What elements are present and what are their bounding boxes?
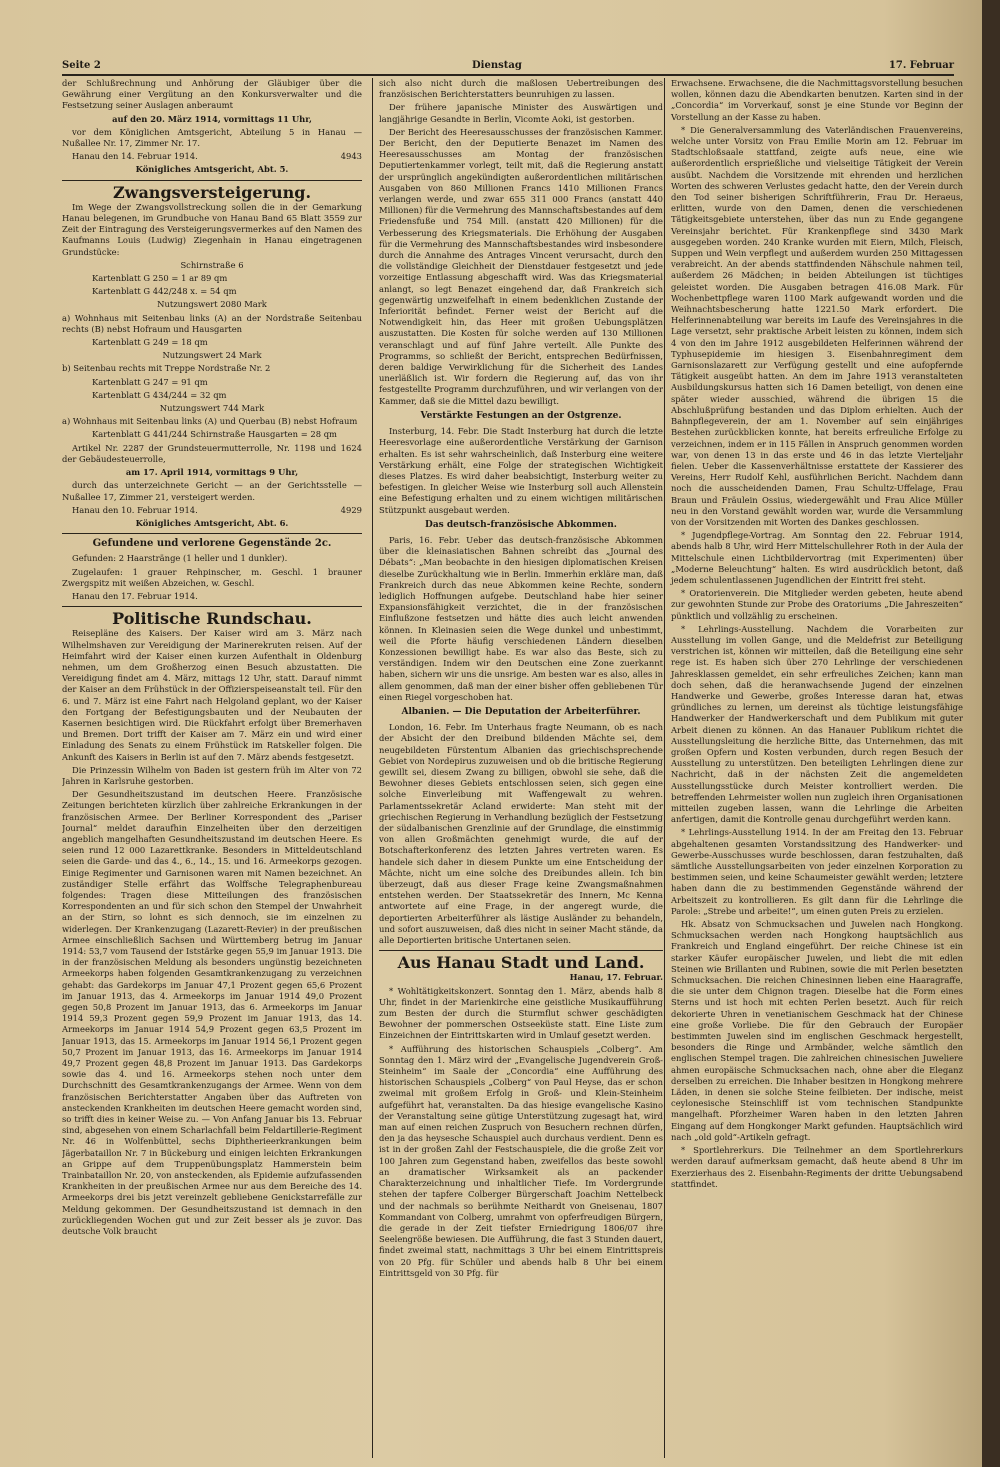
auction-line: Nutzungswert 24 Mark (162, 350, 262, 361)
article-paragraph: sich also nicht durch die maßlosen Uebertreibungen des französischen Berichterstatters beunruhigen zu lassen. (379, 78, 663, 100)
auction-line: a) Wohnhaus mit Seitenbau links (A) und Querbau (B) nebst Hofraum (62, 416, 358, 427)
lost-found-text: Gefunden: 2 Haarstränge (1 heller und 1 dunkler). (72, 553, 288, 564)
article-paragraph: Insterburg, 14. Febr. Die Stadt Insterburg hat durch die letzte Heeresvorlage eine außerordentliche Verstärkung der Garnison erhalten. Es ist sehr wahrscheinlich, daß Insterburg eine weitere Verstärkung erhält, eine Folge der strategischen Wichtigkeit dieses Platzes. Es wird daher beabsichtigt, Insterburg weiter zu befestigen. In gleicher Weise wie Insterburg soll auch Allenstein eine Befestigung erhalten und zu einem wichtigen militärischen Stützpunkt ausgebaut werden. (379, 426, 663, 515)
auction-line: Kartenblatt G 442/248 x. = 54 qm (92, 286, 237, 297)
notice-dateline: Hanau den 14. Februar 1914. (72, 151, 198, 162)
local-dateline: Hanau, 17. Februar. (569, 972, 663, 983)
article-paragraph: * Oratorienverein. Die Mitglieder werden gebeten, heute abend zur gewohnten Stunde zur Probe des Oratoriums „Die Jahreszeiten“ pünktlich und vollzählig zu erscheinen. (671, 588, 963, 621)
page-number: Seite 2 (62, 60, 101, 71)
column-1 (62, 78, 362, 1458)
article-paragraph: Der Bericht des Heeresausschusses der französischen Kammer. Der Bericht, den der Deputierte Benazet im Namen des Heeresausschusses am Montag der französischen Deputiertenkammer vorlegt, teilt mit, daß die Regierung anstatt der ursprünglich angekündigten außerordentlichen militärischen Ausgaben von 860 Millionen Francs 1410 Millionen Francs verlangen werde, und zwar 655 311 000 Francs (anstatt 440 Millionen) für die Vermehrung des Mannschaftsbestandes auf dem Friedensfuße und 754 Mill. (anstatt 420 Millionen) für die Verbesserung des Kriegsmaterials. Die Erhöhung der Ausgaben für die Vermehrung des Mannschaftsbestandes wird insbesondere durch die Annahme des Antrages Vincent verursacht, durch den die vollständige Gleichheit der Dienstdauer festgesetzt und jede vorzeitige Entlassung abgeschafft wird. Was das Kriegsmaterial anlangt, so legt Benazet eingehend dar, daß Frankreich sich gegenwärtig unzweifelhaft in einem bedenklichen Zustande der Inferiorität befindet. Ferner weist der Bericht auf die Notwendigkeit hin, das Heer mit großen Uebungsplätzen auszustatten. Die Kosten für solche werden auf 130 Millionen veranschlagt und auf fünf Jahre verteilt. Alle Punkte des Programms, so schließt der Bericht, entsprechen Bedürfnissen, deren baldige Verwirklichung für die Sicherheit des Landes unerläßlich ist. Wir fordern die Regierung auf, das von ihr festgestellte Programm durchzuführen, und wir verlangen von der Kammer, daß sie die Mittel dazu bewilligt. (379, 126, 663, 406)
article-paragraph: Der frühere japanische Minister des Auswärtigen und langjährige Gesandte in Berlin, Vicomte Aoki, ist gestorben. (379, 102, 663, 124)
article-paragraph: Hk. Absatz von Schmucksachen und Juwelen nach Hongkong. Schmucksachen werden nach Hongkong hauptsächlich aus Frankreich und England eingeführt. Der reiche Chinese ist ein starker Käufer europäischer Juwelen, und liebt die mit edlen Steinen wie Brillanten und Rubinen, sowie die mit Perlen besetzten Schmucksachen. Die reichen Chinesinnen lieben eine Haaragraffe, die sie unter dem Chignon tragen. Dieselbe hat die Form eines Sterns und ist hoch mit echten Perlen besetzt. Auch für reich dekorierte Uhren in venetianischem Geschmack hat der Chinese eine große Vorliebe. Die für den Gebrauch der Europäer bestimmten Juwelen sind im englischen Geschmack hergestellt, besonders die Ringe und Armbänder, welche sämtlich den englischen Stempel tragen. Die zahlreichen chinesischen Juweliere ahmen europäische Schmucksachen nach, ohne aber die Eleganz derselben zu erreichen. Die Inhaber besitzen in Hongkong mehrere Läden, in denen sie solche Steine feilbieten. Der indische, meist ceylonesische Steinschliff ist vom technischen Standpunkte mangelhaft. Pforzheimer Waren haben in den letzten Jahren Eingang auf dem Hongkonger Markt gefunden. Hauptsächlich wird nach „old gold“-Artikeln gefragt. (671, 919, 963, 1142)
article-paragraph: Erwachsene. Erwachsene, die die Nachmittagsvorstellung besuchen wollen, können dazu die Abendkarten benutzen. Karten sind in der „Concordia“ im Vorverkauf, sonst je eine Stunde vor Beginn der Vorstellung an der Kasse zu haben. (671, 78, 963, 122)
notice-text: der Schlußrechnung und Anhörung der Gläubiger über die Gewährung einer Vergütung an den Konkursverwalter und die Festsetzung seiner Auslagen anberaumt (62, 78, 362, 111)
auction-signature: Königliches Amtsgericht, Abt. 6. (135, 517, 289, 528)
auction-line: Kartenblatt G 249 = 18 qm (92, 337, 208, 348)
divider (379, 950, 663, 951)
article-paragraph: Die Prinzessin Wilhelm von Baden ist gestern früh im Alter von 72 Jahren in Karlsruhe gestorben. (62, 764, 362, 786)
auction-line: Kartenblatt G 434/244 = 32 qm (92, 389, 227, 400)
article-paragraph: London, 16. Febr. Im Unterhaus fragte Neumann, ob es nach der Absicht der den Dreibund bildenden Mächte sei, dem neugebildeten Fürstentum Albanien das griechischsprechende Gebiet von Nordepirus zuzuweisen und ob die britische Regierung gewillt sei, diesem Zwang zu billigen, obwohl sie sehe, daß die Bewohner dieses Gebiets entschlossen seien, sich gegen eine solche Einverleibung mit Waffengewalt zu wehren. Parlamentssekretär Acland erwiderte: Man steht mit der griechischen Regierung in Verhandlung bezüglich der Festsetzung der südalbanischen Grenzlinie auf der Grundlage, die einstimmig von allen Großmächten genehmigt wurde, die auf der Botschafterkonferenz des letzten Jahres vertreten waren. Es handele sich daher in diesem Punkte um eine Entscheidung der Mächte, nicht um eine solche des Dreibundes allein. Ich bin überzeugt, daß aus dieser Frage keine Zwangsmaßnahmen entstehen werden. Der Staatssekretär des Innern, Mc Kenna antwortete auf eine Frage, in der angeregt wurde, die deportierten Arbeiterführer als lästige Ausländer zu behandeln, und sofort auszuweisen, daß dies nicht in seiner Macht stände, da alle Deportierten britische Untertanen seien. (379, 722, 663, 946)
auction-text: Im Wege der Zwangsvollstreckung sollen die in der Gemarkung Hanau belegenen, im Grundbuche von Hanau Band 65 Blatt 3559 zur Zeit der Eintragung des Versteigerungsvermerkes auf den Namen des Kaufmanns Louis (Ludwig) Ziegenhain in Hanau eingetragenen Grundstücke: (62, 201, 362, 257)
auction-line: Nutzungswert 744 Mark (159, 403, 265, 414)
article-paragraph: * Sportlehrerkurs. Die Teilnehmer an dem Sportlehrerkurs werden darauf aufmerksam gemacht, daß heute abend 8 Uhr im Exerzierhaus des 2. Eisenbahn-Regiments der dritte Uebungsabend stattfindet. (671, 1145, 963, 1189)
weekday: Dienstag (472, 60, 522, 71)
article-paragraph: * Aufführung des historischen Schauspiels „Colberg“. Am Sonntag den 1. März wird der „Evangelische Jugendverein Groß-Steinheim“ im Saale der „Concordia“ eine Aufführung des historischen Schauspiels „Colberg“ von Paul Heyse, das er schon zweimal mit großem Erfolg in Groß- und Klein-Steinheim aufgeführt hat, veranstalten. Da das hiesige evangelische Kasino der Veranstaltung seine gütige Unterstützung zugesagt hat, wird man auf einen reichen Zuspruch von Besuchern rechnen dürfen, den ja das heysesche Schauspiel auch durchaus verdient. Denn es ist in der großen Zahl der Festschauspiele, die die große Zeit vor 100 Jahren zum Gegenstand haben, zweifellos das beste sowohl an dramatischer Wirksamkeit als an packender Charakterzeichnung und inhaltlicher Tiefe. Im Vordergrunde stehen der tapfere Colberger Bürgerschaft Joachim Nettelbeck und der nachmals so berühmte Neithardt von Gneisenau, 1807 Kommandant von Colberg, umrahmt von opferfreudigen Bürgern, die gerade in der Zeit tiefster Erniedrigung 1806/07 ihre Seelengröße bewiesen. Die Aufführung, die fast 3 Stunden dauert, findet zweimal statt, nachmittags 3 Uhr bei einem Eintrittspreis von 20 Pfg. für Schüler und abends halb 8 Uhr bei einem Eintrittsgeld von 30 Pfg. für (379, 1043, 663, 1278)
article-paragraph: * Jugendpflege-Vortrag. Am Sonntag den 22. Februar 1914, abends halb 8 Uhr, wird Herr Mittelschullehrer Roth in der Aula der Mittelschule einen Lichtbildervortrag (mit Experimenten) über „Moderne Beleuchtung“ halten. Es wird ausdrücklich betont, daß jedem schulentlassenen Jugendlichen der Eintritt frei steht. (671, 530, 963, 585)
auction-line: Kartenblatt G 441/244 Schirnstraße Hausgarten = 28 qm (92, 429, 337, 440)
article-paragraph: Reisepläne des Kaisers. Der Kaiser wird am 3. März nach Wilhelmshaven zur Vereidigung der Marinerekruten reisen. Auf der Heimfahrt wird der Kaiser einen kurzen Aufenthalt in Oldenburg nehmen, um dem Großherzog einen Besuch abzustatten. Die Vereidigung findet am 4. März, mittags 12 Uhr, statt. Darauf nimmt der Kaiser an dem Frühstück in der Offizierspeiseanstalt teil. Für den 6. und 7. März ist eine Fahrt nach Helgoland geplant, wo der Kaiser den Fortgang der Befestigungsbauten und der Neubauten der Kasernen besichtigen wird. Die Rückfahrt erfolgt über Bremerhaven und Bremen. Dort trifft der Kaiser am 7. März ein und wird einer Einladung des Senats zu einem Frühstück im Ratskeller folgen. Die Ankunft des Kaisers in Berlin ist auf den 7. März abends festgesetzt. (62, 628, 362, 762)
auction-date: am 17. April 1914, vormittags 9 Uhr, (125, 467, 299, 478)
auction-dateline: Hanau den 10. Februar 1914. (72, 504, 198, 515)
lost-found-dateline: Hanau den 17. Februar 1914. (72, 590, 198, 601)
auction-line: Kartenblatt G 250 = 1 ar 89 qm (92, 273, 228, 284)
auction-line: Artikel Nr. 2287 der Grundsteuermutterrolle, Nr. 1198 und 1624 der Gebäudesteuerrolle, (62, 442, 362, 464)
politics-title: Politische Rundschau. (112, 609, 312, 629)
page-header (62, 58, 954, 76)
auction-title: Zwangsversteigerung. (112, 182, 312, 202)
auction-line: Nutzungswert 2080 Mark (157, 299, 267, 310)
column-3 (664, 78, 963, 1458)
notice-number: 4943 (340, 151, 362, 162)
auction-line: durch das unterzeichnete Gericht — an der Gerichtsstelle — Nußallee 17, Zimmer 21, versteigert werden. (62, 480, 362, 502)
auction-line: b) Seitenbau rechts mit Treppe Nordstraße Nr. 2 (62, 363, 271, 374)
article-paragraph: Der Gesundheitszustand im deutschen Heere. Französische Zeitungen berichteten kürzlich über zahlreiche Erkrankungen in der französischen Armee. Der Berliner Korrespondent des „Pariser Journal“ meldet daraufhin Einzelheiten über den derzeitigen angeblich mangelhaften Gesundheitszustand im deutschen Heere. Es seien rund 12 000 Lazarettkranke. Besonders in Mitteldeutschland seien die Garde- und das 4., 6., 14., 15. und 16. Armeekorps gezogen. Einige Regimenter und Garnisonen waren mit Namen bezeichnet. An zuständiger Stelle erfährt das Wolffsche Telegraphenbureau folgendes: Tragen diese Mitteilungen des französischen Korrespondenten an und für sich schon den Stempel der Unwahrheit an der Stirn, so lohnt es sich dennoch, sie im einzelnen zu widerlegen. Der Krankenzugang (Lazarett-Revier) in der preußischen Armee einschließlich Sachsen und Württemberg betrug im Januar 1914: 53,7 vom Tausend der Iststärke gegen 55,9 im Januar 1913. Die in der französischen Meldung als besonders ungünstig bezeichneten Armeekorps haben folgenden Gesamtkrankenzugang zu verzeichnen gehabt: das Gardekorps im Januar 47,1 Prozent gegen 65,6 Prozent im Januar 1913, das 4. Armeekorps im Januar 1914 49,0 Prozent gegen 50,8 Prozent im Januar 1913, das 6. Armeekorps im Januar 1914 59,3 Prozent gegen 59,9 Prozent im Januar 1913, das 14. Armeekorps im Januar 1914 54,9 Prozent gegen 63,5 Prozent im Januar 1913, das 15. Armeekorps im Januar 1914 56,1 Prozent gegen 50,7 Prozent im Januar 1913, das 16. Armeekorps im Januar 1914 49,7 Prozent gegen 48,8 Prozent im Januar 1913. Das Gardekorps sowie das 4. und 16. Armeekorps stehen noch unter dem Durchschnitt des Gesamtkrankenzugangs der Armee. Wenn von dem französischen Berichterstatter Angaben über das Auftreten von ansteckenden Krankheiten im deutschen Heere gemacht worden sind, so trifft dies in keiner Weise zu. — Von Anfang Januar bis 13. Februar sind, abgesehen von einem Scharlachfall beim Feldartillerie-Regiment Nr. 46 in Wolfenbüttel, sechs Diphtherieerkrankungen beim Jägerbataillon Nr. 7 in Bückeburg und einigen leichten Erkrankungen an Grippe auf dem Truppenübungsplatz Hammerstein beim Trainbataillon Nr. 20, von ansteckenden, als Epidemie aufzufassenden Krankheiten in der preußischen Armee nur aus dem Bereiche des 14. Armeekorps drei bis jetzt vereinzelt gebliebene Genickstarrefälle zur Meldung gekommen. Der Gesundheitszustand ist demnach in den zurückliegenden Wochen gut und zur Zeit besser als je zuvor. Das deutsche Volk braucht (62, 789, 362, 1237)
local-news-title: Aus Hanau Stadt und Land. (397, 953, 645, 973)
lost-found-text: Zugelaufen: 1 grauer Rehpinscher, m. Geschl. 1 brauner Zwergspitz mit weißen Abzeichen, w. Geschl. (62, 566, 362, 588)
divider (62, 180, 362, 181)
section-title: Albanien. — Die Deputation der Arbeiterführer. (401, 706, 641, 717)
column-2 (372, 78, 663, 1458)
auction-line: Schirnstraße 6 (180, 259, 244, 270)
notice-text: vor dem Königlichen Amtsgericht, Abteilung 5 in Hanau — Nußallee Nr. 17, Zimmer Nr. 17. (62, 126, 362, 149)
auction-line: Kartenblatt G 247 = 91 qm (92, 376, 208, 387)
notice-signature: Königliches Amtsgericht, Abt. 5. (135, 164, 289, 175)
article-paragraph: Paris, 16. Febr. Ueber das deutsch-französische Abkommen über die kleinasiatischen Bahnen schreibt das „Journal des Débats“: „Man beobachte in den hiesigen diplomatischen Kreisen dieselbe Zurückhaltung wie in Berlin. Immerhin erkläre man, daß Frankreich durch das neue Abkommen keine Rechte, sondern lediglich Hoffnungen aufgebe. Deutschland habe hier seiner Expansionsfähigkeit verzichtet, die in der französischen Einflußzone festsetzen und hätte dies auch leicht anwenden können. In Kleinasien seien die Wege dunkel und unbestimmt, weil die Pforte häufig verschiedenen Ländern dieselben Konzessionen bewilligt habe. Es war also das Beste, sich zu verständigen. Indem wir den Deutschen eine Zone zuerkannt haben, sichern wir uns die unsrige. Am besten war es also, alles in allem genommen, daß man der einer bisher offen gebliebenen Tür einen Riegel vorgeschoben hat. (379, 534, 663, 702)
article-paragraph: * Wohltätigkeitskonzert. Sonntag den 1. März, abends halb 8 Uhr, findet in der Marienkirche eine geistliche Musikaufführung zum Besten der durch die Sturmflut schwer geschädigten Bewohner der pommerschen Ostseeküste statt. Eine Liste zum Einzeichnen der Eintrittskarten wird in Umlauf gesetzt werden. (379, 985, 663, 1041)
notice-date: auf den 20. März 1914, vormittags 11 Uhr, (112, 113, 312, 124)
divider (62, 606, 362, 607)
section-title: Verstärkte Festungen an der Ostgrenze. (420, 410, 622, 421)
date: 17. Februar (888, 60, 954, 71)
divider (62, 533, 362, 534)
section-title: Das deutsch-französische Abkommen. (425, 519, 617, 530)
auction-number: 4929 (340, 504, 362, 515)
article-paragraph: * Lehrlings-Ausstellung 1914. In der am Freitag den 13. Februar abgehaltenen gesamten Vorstandssitzung des Handwerker- und Gewerbe-Ausschusses wurde beschlossen, daran festzuhalten, daß sämtliche Ausstellungsarbeiten von jeder einzelnen Korporation zu bestimmen seien, und keine Schaumeister gewählt werden; letztere haben dann die zu bestimmenden Gegenstände während der Arbeitszeit zu kontrollieren. Es gilt dann für die Lehrlinge die Parole: „Strebe und arbeite!“, um einen guten Preis zu erzielen. (671, 827, 963, 916)
article-paragraph: * Die Generalversammlung des Vaterländischen Frauenvereins, welche unter Vorsitz von Frau Emilie Morin am 12. Februar im Stadtschloßsaale stattfand, zeigte aufs neue, eine wie außerordentlich ersprießliche und vielseitige Tätigkeit der Verein ausübt. Nachdem die Vorsitzende mit ehrenden und herzlichen Worten des schweren Verlustes gedacht hatte, den der Verein durch den Tod seiner bisherigen Schriftführerin, Frau Dr. Heraeus, erlitten, wurde von den Damen, denen die verschiedenen Tätigkeitsgebiete unterstehen, über das nun zu Ende gegangene Vereinsjahr berichtet. Für Krankenpflege sind 3430 Mark ausgegeben worden. 240 Kranke wurden mit Eiern, Milch, Fleisch, Suppen und Wein verpflegt und außerdem wurden 250 Mittagessen verabreicht. An der abends stattfindenden Nähschule nahmen teil, außerdem 26 Mädchen; in beiden Abteilungen ist tüchtiges geleistet worden. Die Ausgaben betragen 416.08 Mark. Für Wochenbettpflege waren 1100 Mark aufgewandt worden und die Weihnachtsbescherung hatte 1221.50 Mark erfordert. Die Helferinnenabteilung war bereits im Laufe des Vereinsjahres in die Lage versetzt, sehr praktische Arbeit leisten zu können, indem sich 4 von den im Jahre 1912 ausgebildeten Helferinnen während der Typhusepidemie im hiesigen 3. Eisenbahnregiment dem Garnisonslazarett zur Verfügung gestellt und eine aufopfernde Tätigkeit ausgeübt hatten. An dem im Jahre 1913 veranstalteten Ausbildungskursus hatten sich 16 Damen beteiligt, von denen eine später wieder ausschied, während die übrigen 15 die Abschlußprüfung bestanden und das Diplom erhielten. Auch der Bahnpflegeverein, der am 1. November auf sein einjähriges Bestehen zurückblicken konnte, hat bereits erfreuliche Erfolge zu verzeichnen, indem er in 115 Fällen in Anspruch genommen worden war, von denen 13 in das erste und 46 in das letzte Vierteljahr fielen. Ueber die Kassenverhältnisse erstattete der Kassierer des Vereins, Herr Rudolf Kehl, ausführlichen Bericht. Nachdem dann noch die ausscheidenden Damen, Frau Schultz-Uffelage, Frau Braun und Fräulein Ossius, wiedergewählt und Frau Alice Müller neu in den Vorstand gewählt worden war, wurde die Versammlung von der Vorsitzenden mit Worten des Dankes geschlossen. (671, 124, 963, 527)
auction-line: a) Wohnhaus mit Seitenbau links (A) an der Nordstraße Seitenbau rechts (B) nebst Hofraum und Hausgarten (62, 312, 362, 334)
article-paragraph: * Lehrlings-Ausstellung. Nachdem die Vorarbeiten zur Ausstellung im vollen Gange, und die Meldefrist zur Beteiligung verstrichen ist, können wir mitteilen, daß die Beteiligung eine sehr rege ist. Es haben sich über 270 Lehrlinge der verschiedenen Jahresklassen gemeldet, ein sehr erfreuliches Zeichen; kann man doch sehen, daß die heranwachsende Jugend der einzelnen Handwerke und Gewerbe, großes Interesse daran hat, etwas gründliches zu lernen, um dereinst als tüchtige leistungsfähige Handwerker der Handwerkerschaft und dem Publikum mit guter Arbeit dienen zu können. An das Hanauer Publikum richtet die Ausstellungsleitung die herzliche Bitte, das Unternehmen, das mit großen Opfern und Kosten verbunden, durch regen Besuch der Ausstellung zu unterstützen. Den beteiligten Lehrlingen diene zur Nachricht, daß in der nächsten Zeit die angemeldeten Ausstellungsstücke durch Meister kontrolliert werden. Die betreffenden Lehrmeister wollen nun zugleich ihren Organisationen mitteilen zugeben lassen, wann die Lehrlinge die Arbeiten anfertigen, damit die Kontrolle genau durchgeführt werden kann. (671, 623, 963, 825)
lost-found-title: Gefundene und verlorene Gegenstände 2c. (92, 538, 332, 550)
